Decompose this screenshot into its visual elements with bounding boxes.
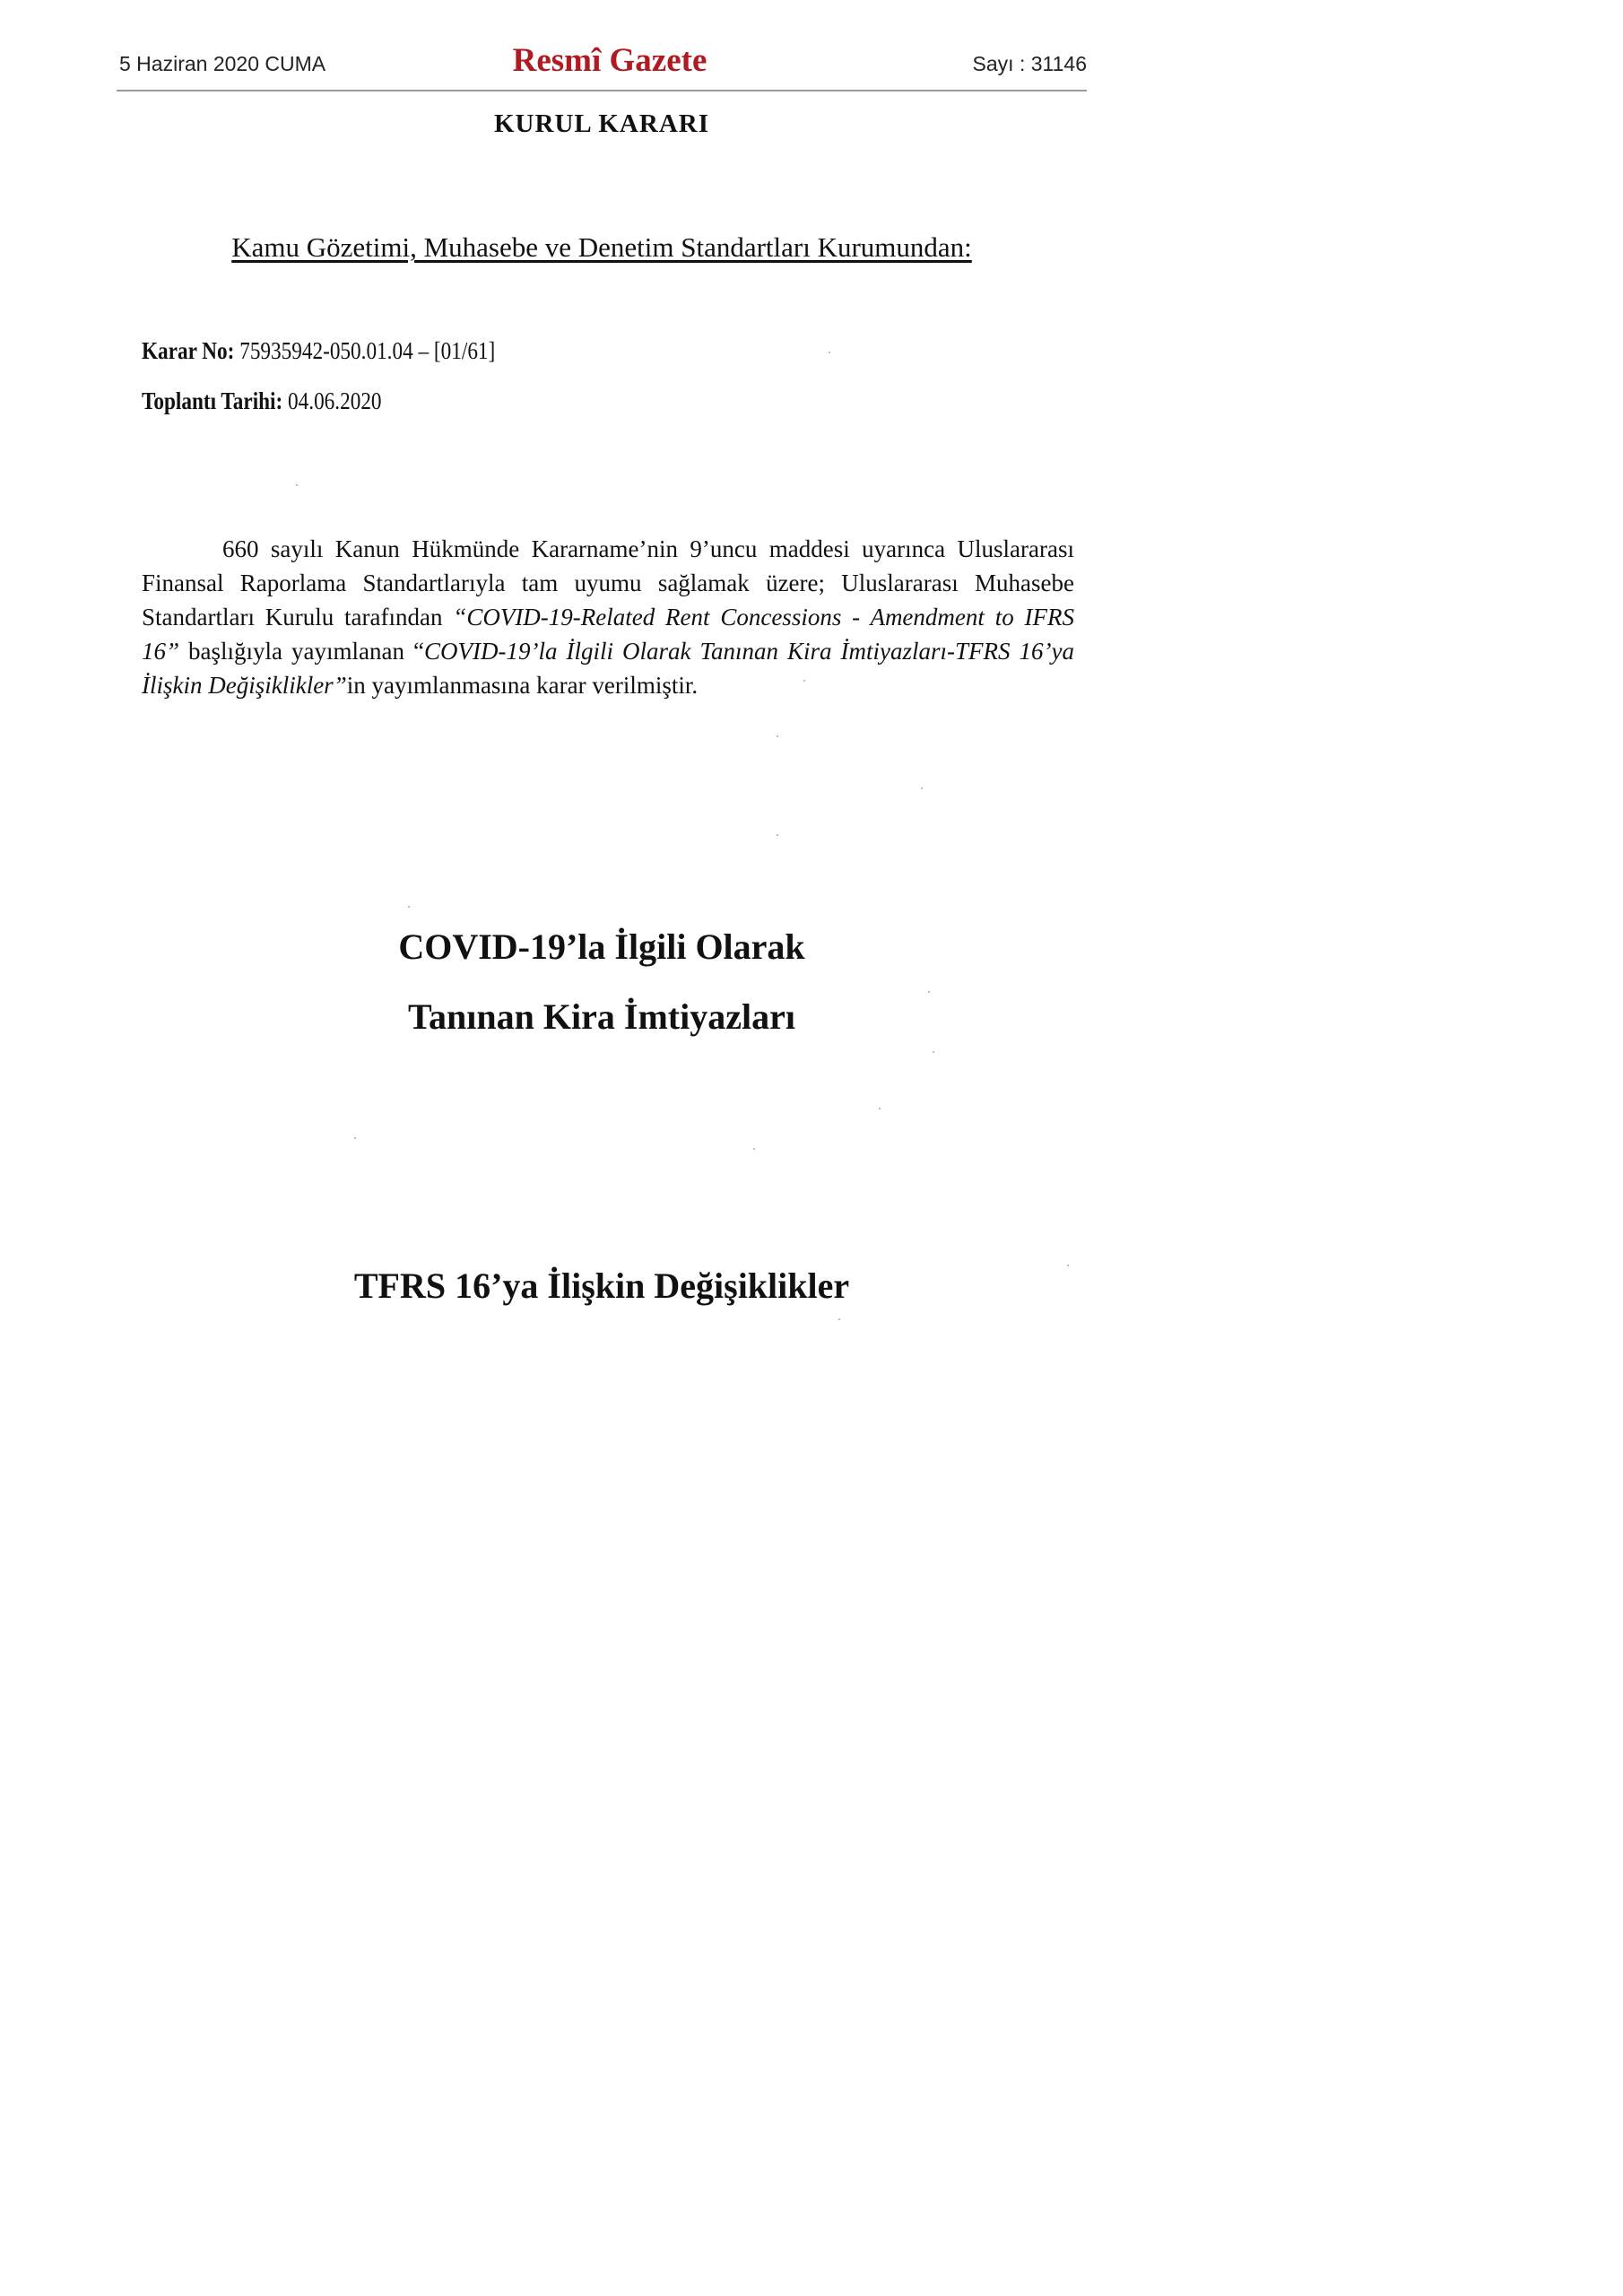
scan-speck <box>753 1148 755 1150</box>
meeting-date-line <box>142 387 382 415</box>
standard-heading-line-3: TFRS 16’ya İlişkin Değişiklikler <box>353 1265 850 1306</box>
scan-speck <box>838 1318 840 1320</box>
paragraph-title-en: “COVID-19-Related Rent Concessions - Amendment to IFRS 16” <box>142 604 1074 665</box>
paragraph-part-2: başlığıyla yayımlanan “ <box>179 638 424 665</box>
scan-speck <box>1067 1265 1069 1266</box>
decision-paragraph <box>142 532 1074 702</box>
paragraph-part-1: 660 sayılı Kanun Hükmünde Kararname’nin 9’uncu maddesi uyarınca Uluslararası Finansal Raporlama Standartlarıyla tam uyumu sağlamak üzere; Uluslararası Muhasebe Standartları Kurulu tarafından <box>142 535 1074 631</box>
scan-speck <box>933 1051 934 1053</box>
scan-speck <box>879 1108 881 1109</box>
scan-speck <box>928 991 930 993</box>
scan-speck <box>921 787 923 789</box>
scan-speck <box>354 1137 356 1139</box>
decision-number-value: 75935942-050.01.04 – [01/61] <box>239 337 496 364</box>
paragraph-title-tr: COVID-19’la İlgili Olarak Tanınan Kira İmtiyazları-TFRS 16’ya İlişkin Değişiklikler” <box>142 638 1075 699</box>
header-date: 5 Haziran 2020 CUMA <box>119 52 326 75</box>
standard-heading-line-2: Tanınan Kira İmtiyazları <box>408 996 795 1037</box>
decision-number-label: Karar No: <box>142 337 235 364</box>
scan-speck <box>408 906 410 908</box>
scan-speck <box>296 484 298 486</box>
paragraph-part-3: in yayımlanmasına karar verilmiştir. <box>346 672 699 699</box>
scan-speck <box>777 735 778 737</box>
decision-number-line <box>142 337 495 365</box>
header-gazette-title: Resmî Gazete <box>512 42 707 79</box>
scan-speck <box>777 834 778 836</box>
header-issue-number: Sayı : 31146 <box>972 52 1087 75</box>
header-divider <box>117 90 1087 91</box>
scan-speck <box>803 680 805 682</box>
meeting-date-label: Toplantı Tarihi: <box>142 387 283 414</box>
issuing-institution: Kamu Gözetimi, Muhasebe ve Denetim Standartları Kurumundan: <box>231 231 972 263</box>
meeting-date-value: 04.06.2020 <box>288 387 382 414</box>
section-title: KURUL KARARI <box>494 109 709 138</box>
scan-speck <box>829 352 830 353</box>
standard-heading-line-1: COVID-19’la İlgili Olarak <box>398 926 805 967</box>
